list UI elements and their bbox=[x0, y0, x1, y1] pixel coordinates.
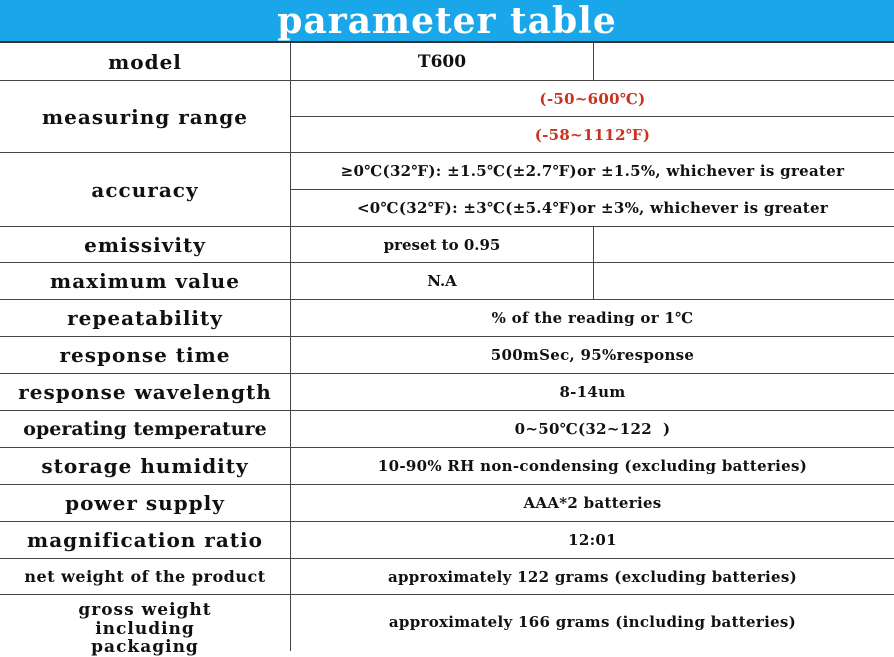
table-row-maximum-value bbox=[0, 263, 894, 300]
table-row-storage-humidity bbox=[0, 448, 894, 485]
accuracy-below-zero: <0℃(32℉): ±3℃(±5.4℉)or ±3%, whichever is greater bbox=[291, 189, 894, 226]
row-label: response time bbox=[0, 337, 291, 373]
table-row-net-weight bbox=[0, 559, 894, 595]
row-label: response wavelength bbox=[0, 374, 291, 410]
row-label: emissivity bbox=[0, 227, 291, 262]
range-fahrenheit: (-58~1112℉) bbox=[291, 116, 894, 152]
table-row-repeatability bbox=[0, 300, 894, 337]
row-label: net weight of the product bbox=[0, 559, 291, 594]
row-value: preset to 0.95 bbox=[291, 227, 594, 262]
row-value: 500mSec, 95%response bbox=[490, 346, 695, 364]
row-label: power supply bbox=[0, 485, 291, 521]
table-row-gross-weight bbox=[0, 595, 894, 657]
row-label: gross weight including packaging bbox=[0, 595, 291, 651]
row-label: measuring range bbox=[0, 81, 291, 152]
table-row-operating-temperature bbox=[0, 411, 894, 448]
table-row-model bbox=[0, 43, 894, 81]
row-label: maximum value bbox=[0, 263, 291, 299]
row-value: 10-90% RH non-condensing (excluding batteries) bbox=[377, 457, 808, 475]
table-row-response-time bbox=[0, 337, 894, 374]
row-value: approximately 122 grams (excluding batteries) bbox=[387, 567, 798, 586]
row-value: approximately 166 grams (including batteries) bbox=[388, 613, 797, 631]
empty-cell bbox=[594, 227, 894, 262]
table-row-emissivity bbox=[0, 227, 894, 263]
table-row-magnification-ratio bbox=[0, 522, 894, 559]
row-value: 8-14um bbox=[559, 383, 626, 401]
range-celsius: (-50~600℃) bbox=[539, 89, 646, 108]
table-row-measuring-range bbox=[0, 81, 894, 153]
row-label: magnification ratio bbox=[0, 522, 291, 558]
row-label: storage humidity bbox=[0, 448, 291, 484]
row-value: 0~50℃(32~122 ) bbox=[514, 420, 671, 438]
row-label: operating temperature bbox=[0, 411, 291, 447]
row-value: N.A bbox=[291, 263, 594, 299]
row-value: AAA*2 batteries bbox=[523, 494, 662, 512]
empty-cell bbox=[594, 43, 894, 80]
row-label: accuracy bbox=[0, 153, 291, 226]
table-title: parameter table bbox=[277, 0, 617, 42]
table-row-power-supply bbox=[0, 485, 894, 522]
row-value: % of the reading or 1℃ bbox=[491, 309, 694, 327]
row-label: repeatability bbox=[0, 300, 291, 336]
row-value: 12:01 bbox=[568, 531, 617, 549]
table-row-accuracy bbox=[0, 153, 894, 227]
accuracy-above-zero: ≥0℃(32℉): ±1.5℃(±2.7℉)or ±1.5%, whichever is greater bbox=[340, 162, 845, 180]
empty-cell bbox=[594, 263, 894, 299]
table-row-response-wavelength bbox=[0, 374, 894, 411]
table-title-bar bbox=[0, 0, 894, 43]
row-value: T600 bbox=[291, 43, 594, 80]
row-label: model bbox=[0, 43, 291, 80]
